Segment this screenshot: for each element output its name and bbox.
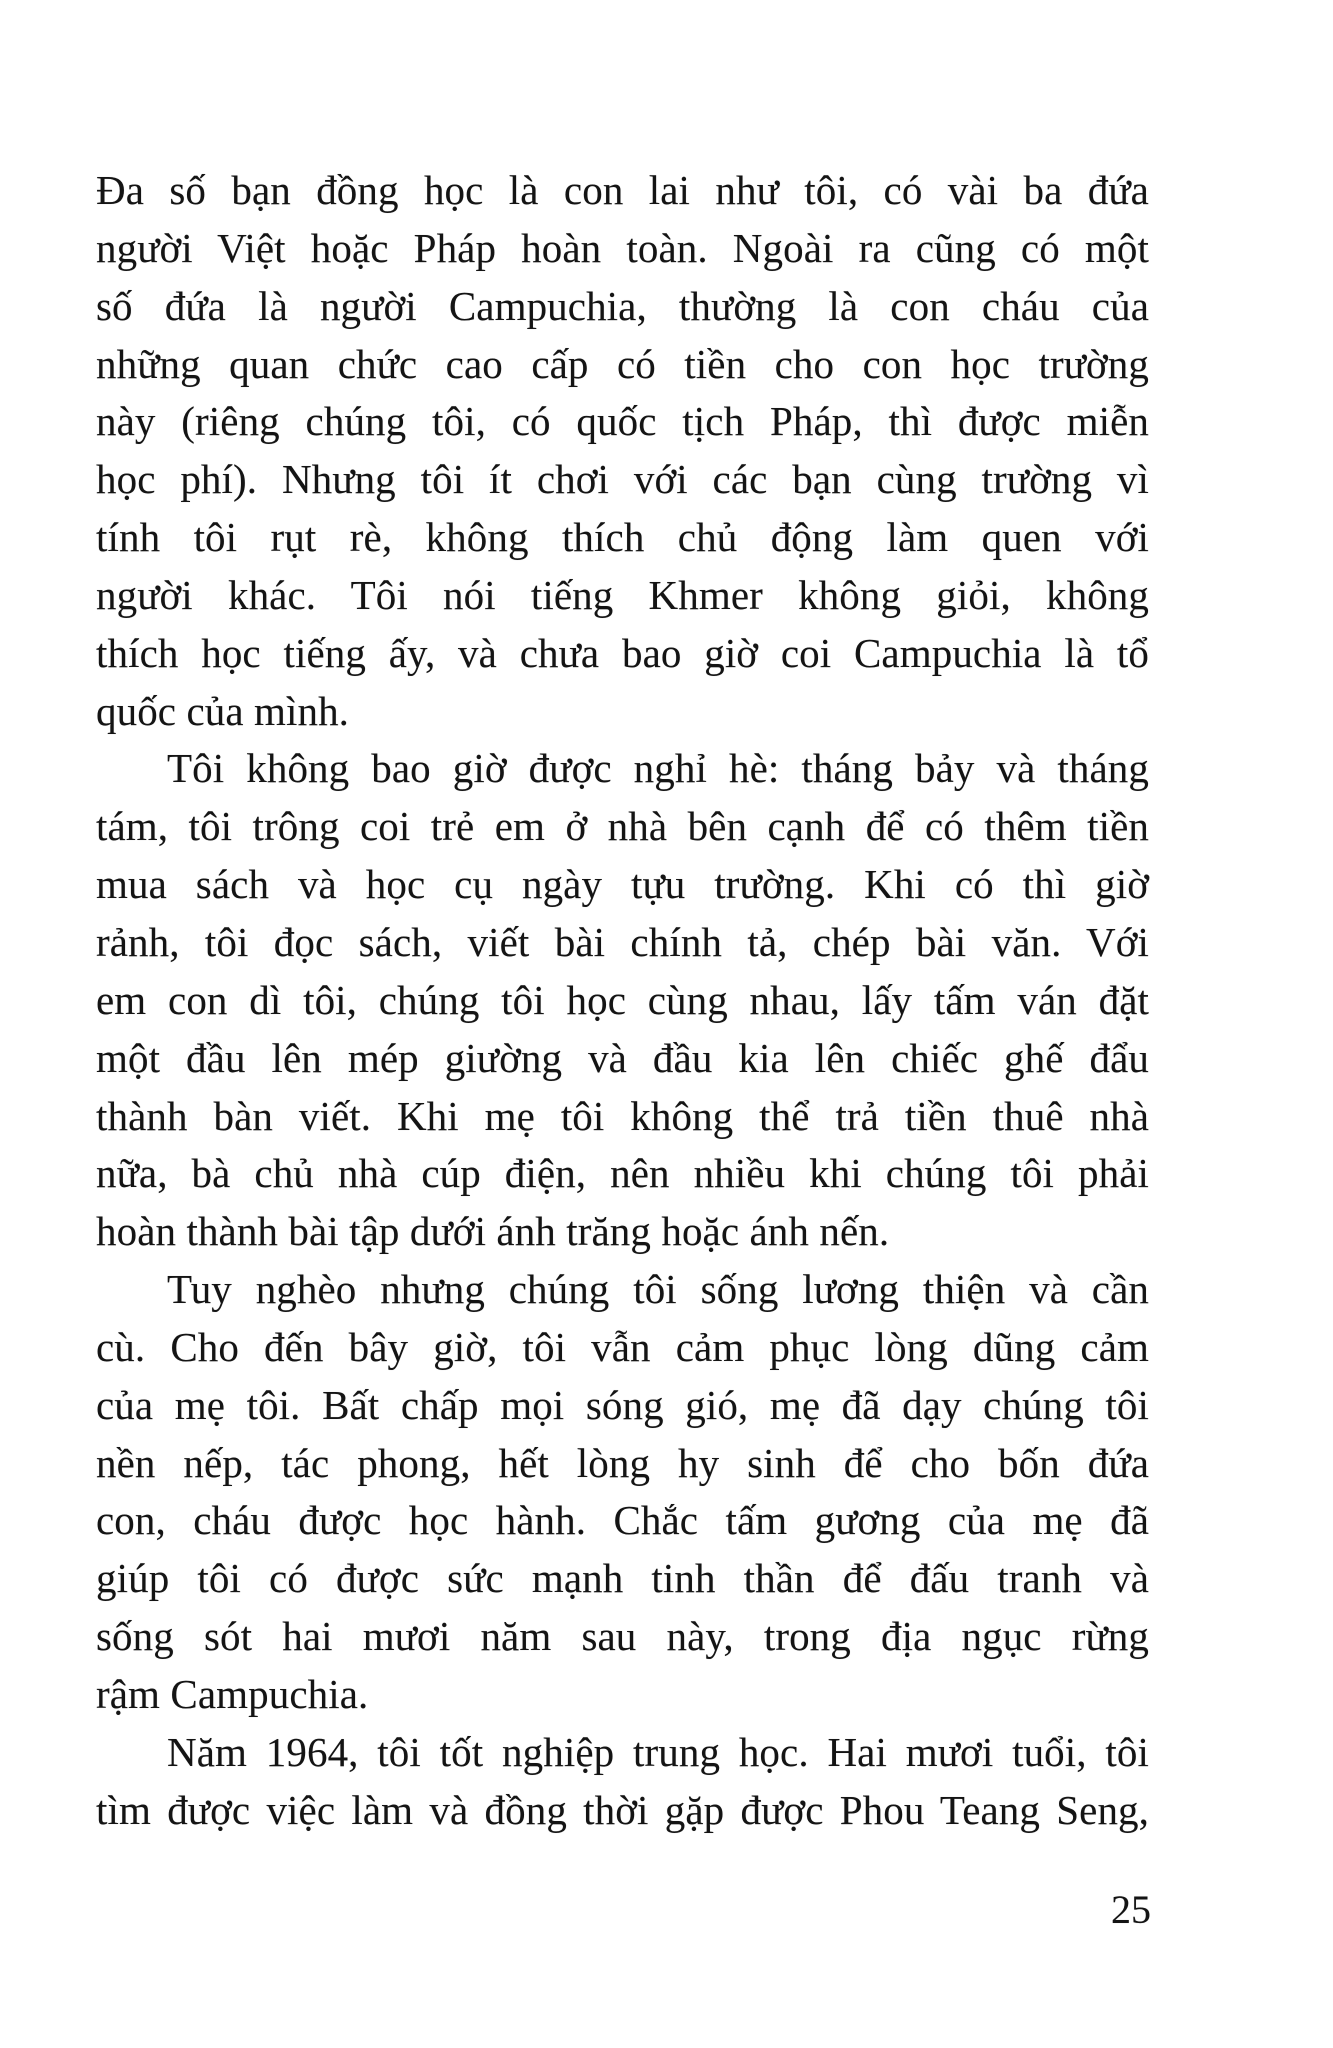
text-line: tính tôi rụt rè, không thích chủ động làm quen với [96,514,1149,561]
paragraph-2 [96,740,1149,1261]
text-line: của mẹ tôi. Bất chấp mọi sóng gió, mẹ đã dạy chúng tôi [96,1381,1149,1428]
paragraph-4 [96,1724,1149,1840]
text-line: rậm Campuchia. [96,1670,369,1717]
text-line: nữa, bà chủ nhà cúp điện, nên nhiều khi chúng tôi phải [96,1150,1149,1197]
text-line: Tôi không bao giờ được nghỉ hè: tháng bảy và tháng [167,745,1149,792]
text-line: sống sót hai mươi năm sau này, trong địa ngục rừng [96,1613,1149,1660]
text-line: nền nếp, tác phong, hết lòng hy sinh để cho bốn đứa [96,1439,1149,1486]
text-line: một đầu lên mép giường và đầu kia lên chiếc ghế đẩu [96,1034,1149,1081]
text-line: quốc của mình. [96,687,350,734]
text-line: Tuy nghèo nhưng chúng tôi sống lương thiện và cần [167,1266,1149,1313]
text-line: con, cháu được học hành. Chắc tấm gương của mẹ đã [96,1497,1149,1544]
text-line: hoàn thành bài tập dưới ánh trăng hoặc ánh nến. [96,1208,890,1255]
text-line: thành bàn viết. Khi mẹ tôi không thể trả tiền thuê nhà [96,1092,1149,1139]
text-line: cù. Cho đến bây giờ, tôi vẫn cảm phục lòng dũng cảm [96,1323,1149,1370]
text-line: người Việt hoặc Pháp hoàn toàn. Ngoài ra cũng có một [96,224,1149,271]
text-line: giúp tôi có được sức mạnh tinh thần để đấu tranh và [96,1555,1149,1602]
page-number: 25 [1111,1887,1151,1932]
text-line: em con dì tôi, chúng tôi học cùng nhau, lấy tấm ván đặt [96,976,1149,1023]
body-text [96,162,1149,1839]
text-line: rảnh, tôi đọc sách, viết bài chính tả, chép bài văn. Với [96,918,1149,965]
text-line: người khác. Tôi nói tiếng Khmer không giỏi, không [96,571,1149,618]
paragraph-3 [96,1261,1149,1724]
text-line: mua sách và học cụ ngày tựu trường. Khi có thì giờ [96,861,1149,908]
text-line: học phí). Nhưng tôi ít chơi với các bạn cùng trường vì [96,456,1149,503]
text-line: tám, tôi trông coi trẻ em ở nhà bên cạnh để có thêm tiền [96,803,1149,850]
text-line: này (riêng chúng tôi, có quốc tịch Pháp, thì được miễn [96,398,1149,445]
text-line: tìm được việc làm và đồng thời gặp được Phou Teang Seng, [96,1786,1149,1833]
text-line: số đứa là người Campuchia, thường là con cháu của [96,282,1149,329]
text-line: Đa số bạn đồng học là con lai như tôi, có vài ba đứa [96,167,1149,213]
text-line: Năm 1964, tôi tốt nghiệp trung học. Hai mươi tuổi, tôi [167,1728,1149,1775]
text-line: những quan chức cao cấp có tiền cho con học trường [96,340,1149,387]
paragraph-1 [96,162,1149,740]
text-line: thích học tiếng ấy, và chưa bao giờ coi Campuchia là tổ [96,629,1149,676]
